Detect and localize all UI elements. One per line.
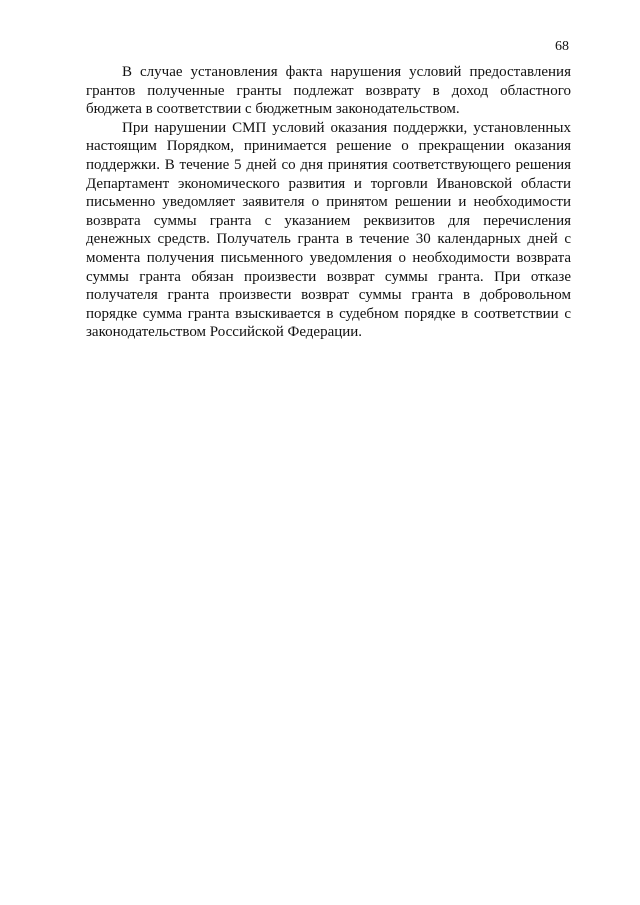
- page-number: 68: [555, 39, 569, 54]
- document-body: [86, 63, 571, 342]
- paragraph-grant-violation: В случае установления факта нарушения условий предоставления грантов полученные гранты подлежат возврату в доход областного бюджета в соответствии с бюджетным законодательством.: [86, 64, 571, 118]
- paragraph-support-termination: При нарушении СМП условий оказания поддержки, установленных настоящим Порядком, принимается решение о прекращении оказания поддержки. В течение 5 дней со дня принятия соответствующего решения Департамент экономического развития и торговли Ивановской области письменно уведомляет заявителя о принятом решении и необходимости возврата суммы гранта с указанием реквизитов для перечисления денежных средств. Получатель гранта в течение 30 календарных дней с момента получения письменного уведомления о необходимости возврата суммы гранта обязан произвести возврат суммы гранта. При отказе получателя гранта произвести возврат суммы гранта в добровольном порядке сумма гранта взыскивается в судебном порядке в соответствии с законодательством Российской Федерации.: [86, 119, 571, 341]
